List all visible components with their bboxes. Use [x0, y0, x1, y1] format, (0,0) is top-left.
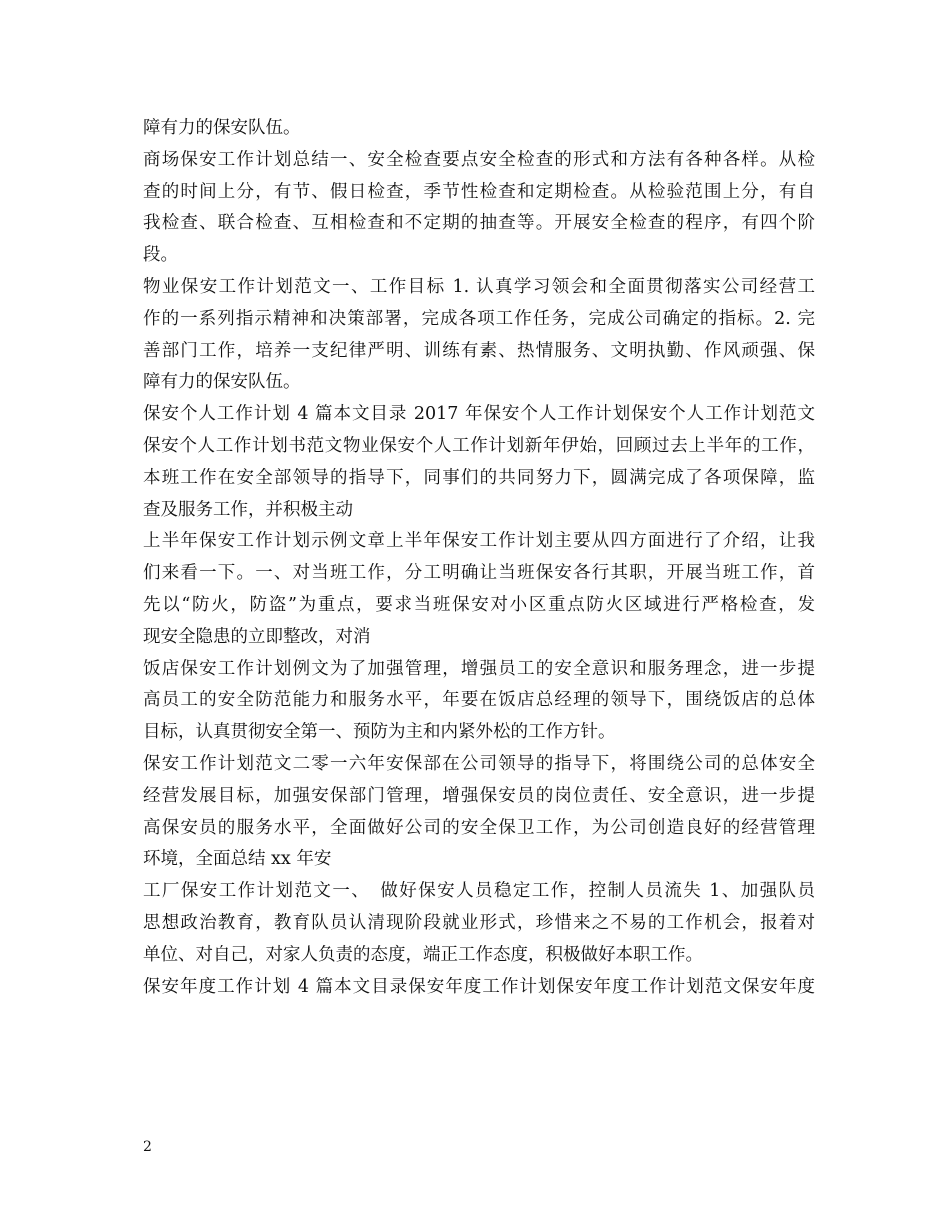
text-line: 段。 — [143, 245, 178, 266]
text-line: 饭店保安工作计划例文为了加强管理，增强员工的安全意识和服务理念，进一步提 — [143, 658, 815, 679]
text-line: 经营发展目标，加强安保部门管理，增强保安员的岗位责任、安全意识，进一步提 — [143, 785, 815, 806]
text-line: 现安全隐患的立即整改，对消 — [143, 626, 371, 647]
text-line: 单位、对自己，对家人负责的态度，端正工作态度，积极做好本职工作。 — [143, 944, 703, 965]
text-line: 作的一系列指示精神和决策部署，完成各项工作任务，完成公司确定的指标。2. 完 — [143, 308, 815, 329]
text-line: 高保安员的服务水平，全面做好公司的安全保卫工作，为公司创造良好的经营管理 — [143, 817, 815, 838]
text-line: 工厂保安工作计划范文一、 做好保安人员稳定工作，控制人员流失 1、加强队员 — [143, 881, 815, 902]
text-line: 保安工作计划范文二零一六年安保部在公司领导的指导下，将围绕公司的总体安全 — [143, 753, 815, 774]
text-line: 物业保安工作计划范文一、工作目标 1. 认真学习领会和全面贯彻落实公司经营工 — [143, 276, 815, 297]
text-line: 保安个人工作计划 4 篇本文目录 2017 年保安个人工作计划保安个人工作计划范文 — [143, 404, 815, 425]
text-line: 先以“防火，防盗”为重点，要求当班保安对小区重点防火区域进行严格检查，发 — [143, 594, 815, 615]
text-line: 障有力的保安队伍。 — [143, 118, 301, 138]
text-line: 商场保安工作计划总结一、安全检查要点安全检查的形式和方法有各种各样。从检 — [143, 149, 815, 170]
text-line: 上半年保安工作计划示例文章上半年保安工作计划主要从四方面进行了介绍，让我 — [143, 531, 815, 552]
text-line: 高员工的安全防范能力和服务水平，年要在饭店总经理的领导下，围绕饭店的总体 — [143, 690, 815, 711]
text-line: 查及服务工作，并积极主动 — [143, 499, 353, 520]
text-line: 们来看一下。一、对当班工作，分工明确让当班保安各行其职，开展当班工作，首 — [143, 563, 815, 584]
text-line: 保安个人工作计划书范文物业保安个人工作计划新年伊始，回顾过去上半年的工作， — [143, 435, 815, 456]
text-line: 环境，全面总结 xx 年安 — [143, 849, 332, 870]
text-line: 本班工作在安全部领导的指导下，同事们的共同努力下，圆满完成了各项保障，监 — [143, 467, 815, 488]
page-number: 2 — [143, 1139, 152, 1155]
body-text — [143, 113, 815, 1003]
text-line: 善部门工作，培养一支纪律严明、训练有素、热情服务、文明执勤、作风顽强、保 — [143, 340, 815, 361]
text-line: 我检查、联合检查、互相检查和不定期的抽查等。开展安全检查的程序，有四个阶 — [143, 213, 815, 234]
text-line: 障有力的保安队伍。 — [143, 372, 301, 393]
text-line: 思想政治教育，教育队员认清现阶段就业形式，珍惜来之不易的工作机会，报着对 — [143, 912, 815, 933]
text-line: 保安年度工作计划 4 篇本文目录保安年度工作计划保安年度工作计划范文保安年度 — [143, 976, 815, 997]
text-line: 目标，认真贯彻安全第一、预防为主和内紧外松的工作方针。 — [143, 722, 616, 743]
text-line: 查的时间上分，有节、假日检查，季节性检查和定期检查。从检验范围上分，有自 — [143, 181, 815, 202]
